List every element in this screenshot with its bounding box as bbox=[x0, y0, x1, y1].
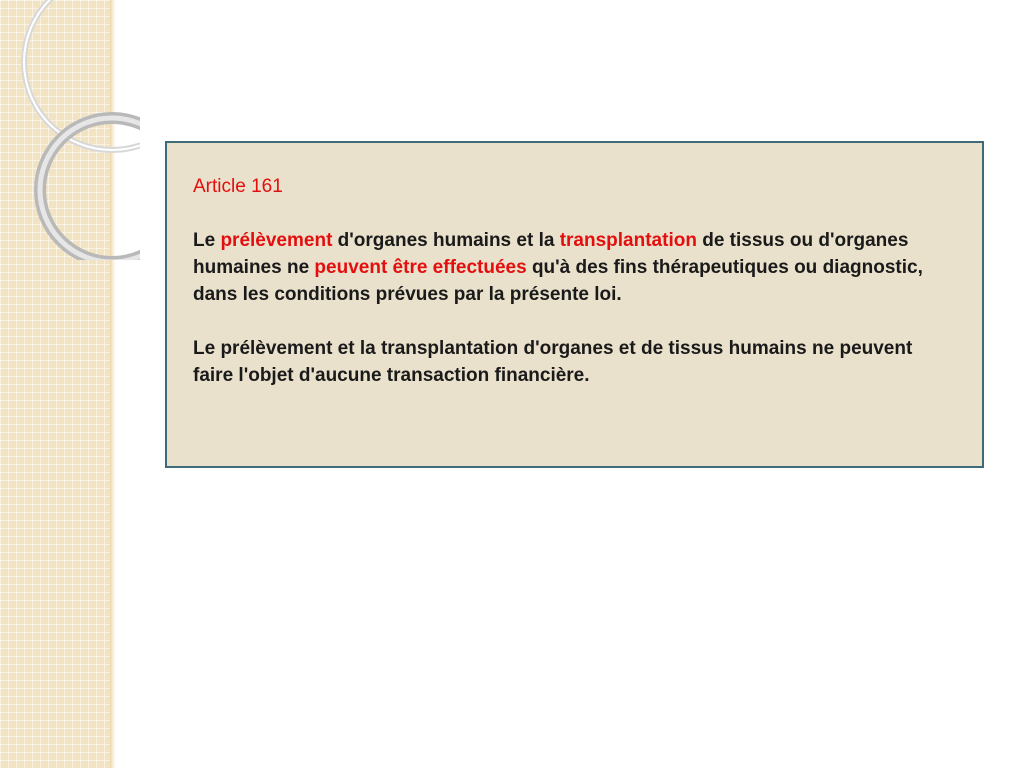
highlight-transplantation: transplantation bbox=[559, 230, 697, 251]
paragraph-1-text: Le bbox=[193, 230, 221, 251]
lower-ring bbox=[40, 118, 140, 260]
article-paragraph-1 bbox=[193, 227, 933, 308]
highlight-prelevement: prélèvement bbox=[220, 230, 333, 251]
paragraph-1-text: qu'à des fins thérapeutiques ou diagnostic, dans les conditions prévues par la présente loi. bbox=[193, 257, 923, 305]
article-paragraph-2: Le prélèvement et la transplantation d'organes et de tissus humains ne peuvent faire l'objet d'aucune transaction financière. bbox=[193, 338, 913, 386]
paragraph-1-text: d'organes humains et la bbox=[332, 230, 560, 251]
article-text-box bbox=[165, 141, 984, 468]
decorative-rings-icon bbox=[0, 0, 140, 260]
article-title: Article 161 bbox=[193, 176, 283, 197]
highlight-peuvent-etre-effectuees: peuvent être effectuées bbox=[314, 257, 527, 278]
paragraph-1-text: de tissus ou d'organes humaines ne bbox=[193, 230, 909, 278]
